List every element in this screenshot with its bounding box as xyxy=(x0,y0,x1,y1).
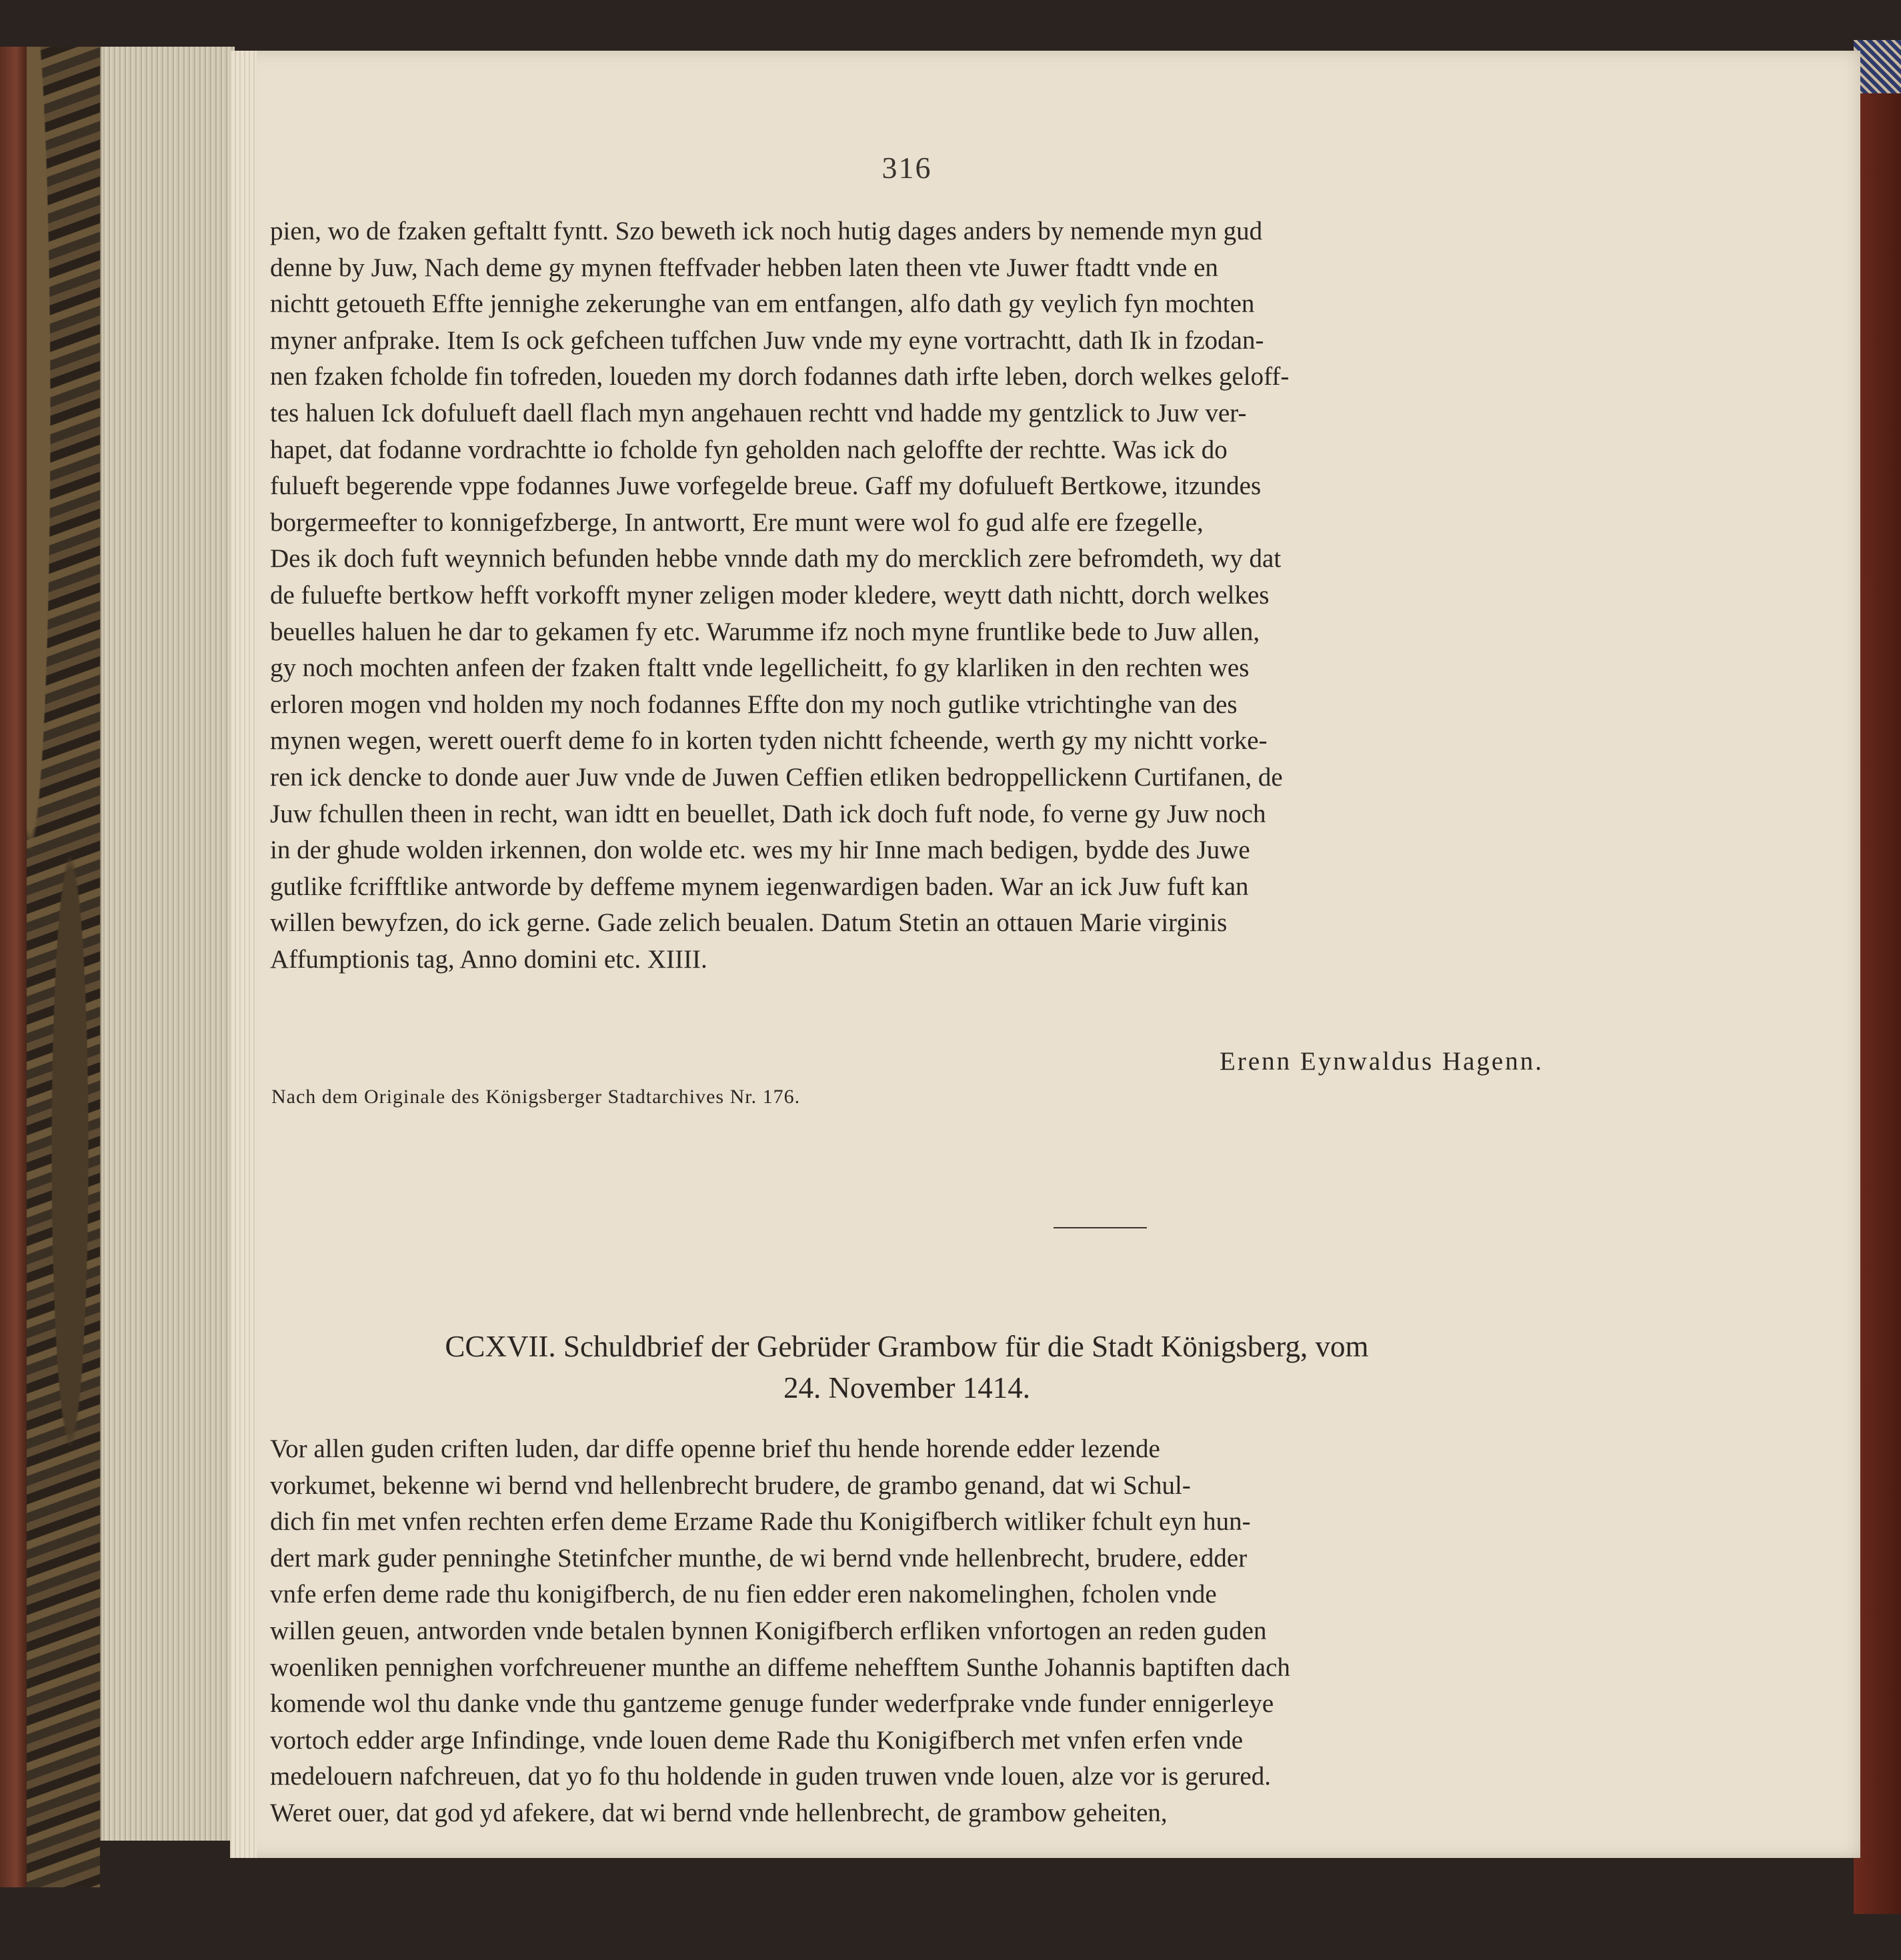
heading-line-1: CCXVII. Schuldbrief der Gebrüder Grambow für die Stadt Königsberg, vom xyxy=(445,1330,1369,1363)
text-line: medelouern nafchreuen, dat yo fo thu holdende in guden truwen vnde louen, alze vor is gerured. xyxy=(270,1762,1271,1791)
page-stack-edge xyxy=(100,47,235,1841)
text-line: beuelles haluen he dar to gekamen fy etc. Warumme ifz noch myne fruntlike bede to Juw allen, xyxy=(270,617,1260,646)
page-gutter xyxy=(230,51,257,1858)
deed-paragraph xyxy=(270,1431,1544,1832)
letter-paragraph xyxy=(270,213,1544,978)
text-line: nichtt getoueth Effte jennighe zekerunghe van em entfangen, alfo dath gy veylich fyn mochten xyxy=(270,289,1255,319)
section-heading xyxy=(270,1326,1544,1408)
text-line: mynen wegen, werett ouerft deme fo in korten tyden nichtt fcheende, werth gy my nichtt vorke- xyxy=(270,726,1268,756)
text-line: Des ik doch fuft weynnich befunden hebbe vnnde dath my do mercklich zere befromdeth, wy dat xyxy=(270,544,1282,574)
text-line: de fuluefte bertkow hefft vorkofft myner zeligen moder kledere, weytt dath nichtt, dorch welkes xyxy=(270,580,1270,610)
text-line: woenliken pennighen vorfchreuener munthe an diffeme nehefftem Sunthe Johannis baptiften dach xyxy=(270,1653,1290,1682)
heading-line-2: 24. November 1414. xyxy=(783,1371,1030,1404)
text-line: fulueft begerende vppe fodannes Juwe vorfegelde breue. Gaff my dofulueft Bertkowe, itzundes xyxy=(270,471,1262,501)
text-line: denne by Juw, Nach deme gy mynen fteffvader hebben laten theen vte Juwer ftadtt vnde en xyxy=(270,253,1218,282)
leather-spine xyxy=(0,47,27,1887)
text-line: borgermeefter to konnigefzberge, In antwortt, Ere munt were wol fo gud alfe ere fzegelle, xyxy=(270,508,1204,537)
text-line: in der ghude wolden irkennen, don wolde etc. wes my hir Inne mach bedigen, bydde des Juwe xyxy=(270,836,1250,865)
text-line: Weret ouer, dat god yd afekere, dat wi bernd vnde hellenbrecht, de grambow geheiten, xyxy=(270,1798,1168,1827)
book-cover-right xyxy=(1854,40,1901,1914)
text-line: vortoch edder arge Infindinge, vnde louen deme Rade thu Konigifberch met vnfen erfen vnde xyxy=(270,1725,1244,1755)
signature: Erenn Eynwaldus Hagenn. xyxy=(1220,1047,1544,1076)
text-line: tes haluen Ick dofulueft daell flach myn angehauen rechtt vnd hadde my gentzlick to Juw ver- xyxy=(270,398,1247,427)
text-line: vorkumet, bekenne wi bernd vnd hellenbrecht brudere, de grambo genand, dat wi Schul- xyxy=(270,1471,1191,1500)
text-line: gy noch mochten anfeen der fzaken ftaltt vnde legellicheitt, fo gy klarliken in den rechten wes xyxy=(270,654,1250,683)
text-line: Vor allen guden criften luden, dar diffe openne brief thu hende horende edder lezende xyxy=(270,1434,1160,1463)
text-line: willen bewyfzen, do ick gerne. Gade zelich beualen. Datum Stetin an ottauen Marie virginis xyxy=(270,908,1228,938)
text-line: erloren mogen vnd holden my noch fodannes Effte don my noch gutlike vtrichtinghe van des xyxy=(270,690,1238,719)
text-line: hapet, dat fodanne vordrachtte io fcholde fyn geholden nach geloffte der rechtte. Was ick do xyxy=(270,435,1228,464)
text-line: nen fzaken fcholde fin tofreden, loueden my dorch fodannes dath irfte leben, dorch welkes geloff- xyxy=(270,362,1290,391)
page-number: 316 xyxy=(881,151,932,185)
text-line: gutlike fcrifftlike antworde by deffeme mynem iegenwardigen baden. War an ick Juw fuft kan xyxy=(270,872,1249,901)
text-line: Affumptionis tag, Anno domini etc. XIIII. xyxy=(270,944,707,974)
text-line: dert mark guder penninghe Stetinfcher munthe, de wi bernd vnde hellenbrecht, brudere, edder xyxy=(270,1543,1248,1573)
text-line: pien, wo de fzaken geftaltt fyntt. Szo beweth ick noch hutig dages anders by nemende myn gud xyxy=(270,217,1263,245)
book-cover-left xyxy=(0,47,100,1887)
text-line: dich fin met vnfen rechten erfen deme Erzame Rade thu Konigifberch witliker fchult eyn hun- xyxy=(270,1507,1251,1537)
text-line: komende wol thu danke vnde thu gantzeme genuge funder wederfprake vnde funder ennigerleye xyxy=(270,1689,1274,1719)
marbled-edge xyxy=(1854,40,1901,93)
page-content xyxy=(270,97,1544,1827)
text-line: ren ick dencke to donde auer Juw vnde de Juwen Ceffien etliken bedroppellickenn Curtifanen, de xyxy=(270,762,1283,792)
text-line: Juw fchullen theen in recht, wan idtt en beuellet, Dath ick doch fuft node, fo verne gy Juw noch xyxy=(270,799,1266,828)
text-line: willen geuen, antworden vnde betalen bynnen Konigifberch erfliken vnfortogen an reden guden xyxy=(270,1616,1267,1645)
source-note: Nach dem Originale des Königsberger Stadtarchives Nr. 176. xyxy=(271,1086,801,1108)
section-divider xyxy=(1054,1227,1147,1228)
text-line: vnfe erfen deme rade thu konigifberch, de nu fien edder eren nakomelinghen, fcholen vnde xyxy=(270,1580,1217,1609)
text-line: myner anfprake. Item Is ock gefcheen tuffchen Juw vnde my eyne vortrachtt, dath Ik in fzodan- xyxy=(270,325,1264,355)
